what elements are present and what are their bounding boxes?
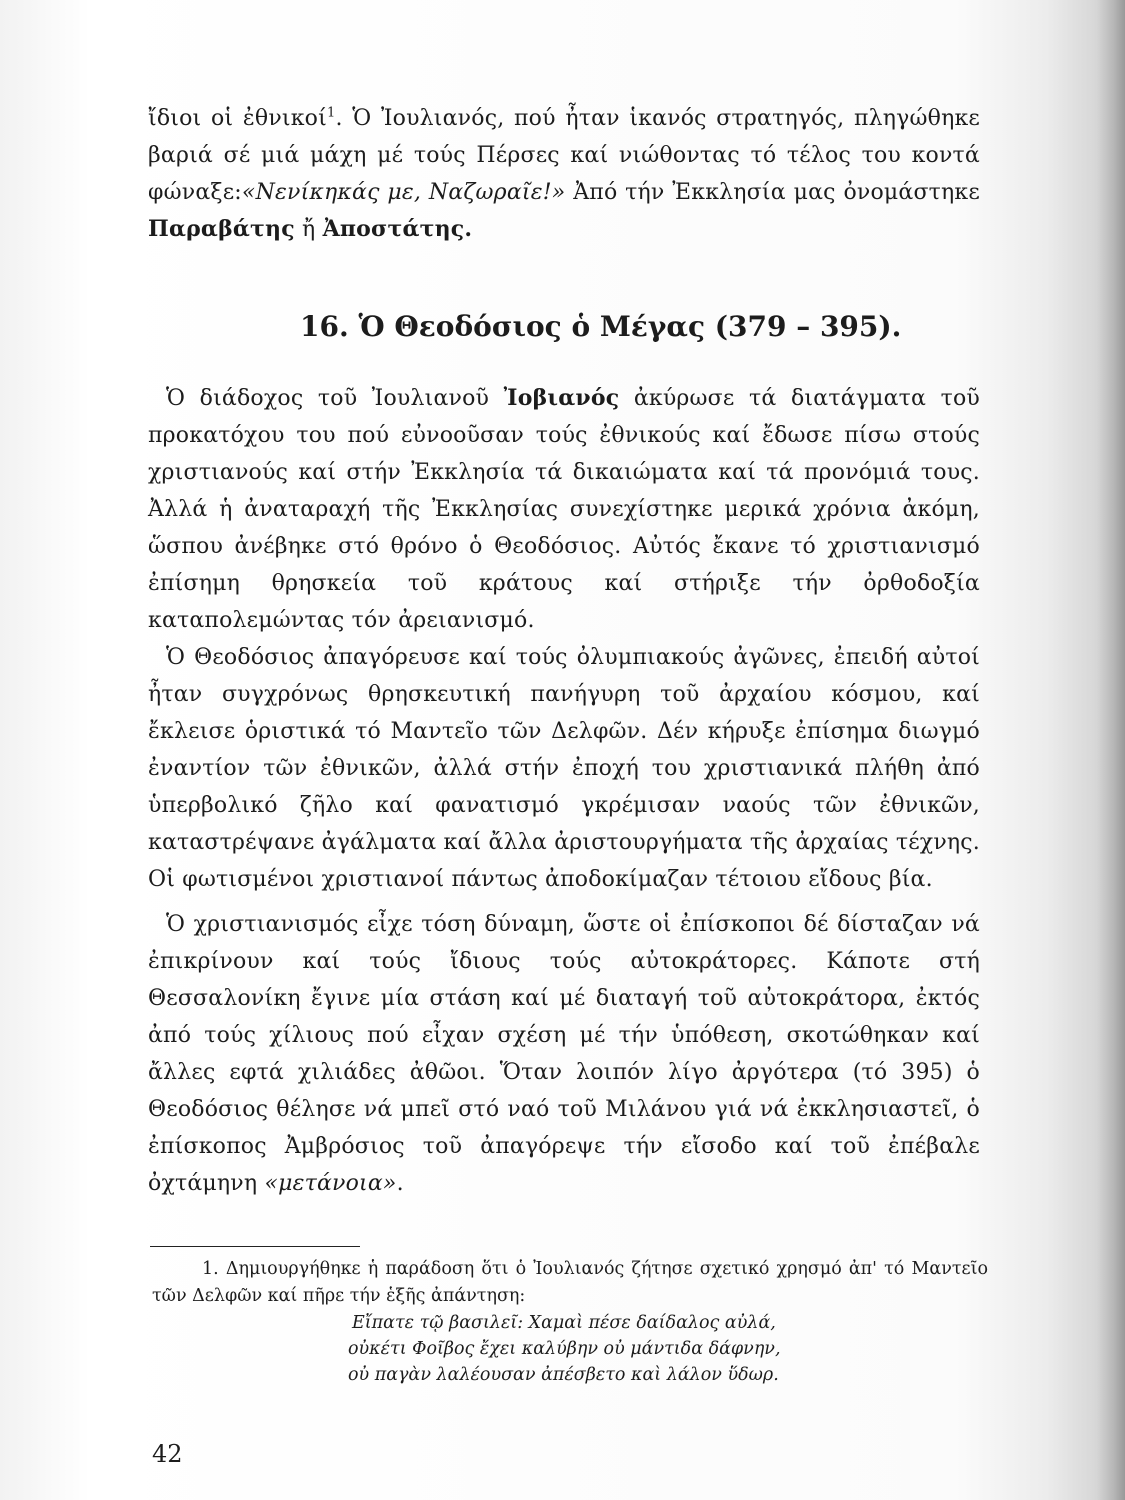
paragraph-3 — [148, 906, 980, 1202]
section-body — [148, 380, 980, 1202]
p1-start: Ὁ διάδοχος τοῦ Ἰουλιανοῦ — [166, 386, 504, 411]
paragraph-1 — [148, 380, 980, 639]
or-word: ἤ — [294, 217, 323, 242]
name-iovianos: Ἰοβιανός — [503, 385, 620, 411]
continuation-paragraph — [148, 100, 980, 248]
p3-end: . — [396, 1171, 404, 1196]
p3-main: Ὁ χριστιανισμός εἶχε τόση δύναμη, ὥστε οἱ ἐπίσκοποι δέ δίσταζαν νά ἐπικρίνουν καί τούς ἴδιους τούς αὐτοκράτορες. Κάποτε στή Θεσσαλονίκη ἔγινε μία στάση καί μέ διαταγή τοῦ αὐτοκράτορα, ἐκτός ἀπό τούς χίλιους πού εἶχαν σχέση μέ τήν ὑπόθεση, σκοτώθηκαν καί ἄλλες εφτά χιλιάδες ἀθῶοι. Ὅταν λοιπόν λίγο ἀργότερα (τό 395) ὁ Θεοδόσιος θέλησε νά μπεῖ στό ναό τοῦ Μιλάνου γιά νά ἐκκλησιαστεῖ, ὁ ἐπίσκοπος Ἀμβρόσιος τοῦ ἀπαγόρεψε τήν εἴσοδο καί τοῦ ἐπέβαλε ὀχτάμηνη — [148, 912, 980, 1196]
metanoia-word: «μετάνοια» — [264, 1171, 397, 1196]
name-paravatis: Παραβάτης — [148, 216, 295, 242]
footnote — [152, 1256, 988, 1388]
paragraph-2: Ὁ Θεοδόσιος ἀπαγόρευσε καί τούς ὀλυμπιακούς ἀγῶνες, ἐπειδή αὐτοί ἦταν συγχρόνως θρησκευτική πανήγυρη τοῦ ἀρχαίου κόσμου, καί ἔκλεισε ὁριστικά τό Μαντεῖο τῶν Δελφῶν. Δέν κήρυξε ἐπίσημα διωγμό ἐναντίον τῶν ἐθνικῶν, ἀλλά στήν ἐποχή του χριστιανικά πλήθη ἀπό ὑπερβολικό ζῆλο καί φανατισμό γκρέμισαν ναούς τῶν ἐθνικῶν, καταστρέψανε ἀγάλματα καί ἄλλα ἀριστουργήματα τῆς ἀρχαίας τέχνης. Οἱ φωτισμένοι χριστιανοί πάντως ἀποδοκίμαζαν τέτοιου εἴδους βία. — [148, 645, 980, 892]
name-apostatis: Ἀποστάτης. — [322, 216, 473, 242]
oracle-verse-1: Εἴπατε τῷ βασιλεῖ: Χαμαὶ πέσε δαίδαλος αὐλά, — [352, 1313, 776, 1333]
footnote-text: 1. Δημιουργήθηκε ἡ παράδοση ὅτι ὁ Ἰουλιανός ζήτησε σχετικό χρησμό ἀπ' τό Μαντεῖο τῶν Δελφῶν καί πῆρε τήν ἑξῆς ἀπάντηση: — [152, 1259, 988, 1306]
continuation-text: . Ὁ Ἰουλιανός, πού ἦταν ἱκανός στρατηγός, πληγώθηκε βαριά σέ μιά μάχη μέ τούς Πέρσες καί νιώθοντας τό τέλος του κοντά φώναξε: — [148, 106, 980, 205]
p1-rest: ἀκύρωσε τά διατάγματα τοῦ προκατόχου του πού εὐνοοῦσαν τούς ἐθνικούς καί ἔδωσε πίσω στούς χριστιανούς καί στήν Ἐκκλησία τά δικαιώματα καί τά προνόμιά τους. Ἀλλά ἡ ἀναταραχή τῆς Ἐκκλησίας συνεχίστηκε μερικά χρόνια ἀκόμη, ὥσπου ἀνέβηκε στό θρόνο ὁ Θεοδόσιος. Αὐτός ἔκανε τό χριστιανισμό ἐπίσημη θρησκεία τοῦ κράτους καί στήριξε τήν ὀρθοδοξία καταπολεμώντας τόν ἀρειανισμό. — [148, 386, 980, 633]
spine-shadow — [1097, 0, 1125, 1500]
footnote-reference: 1 — [326, 105, 336, 121]
footnote-rule — [150, 1246, 360, 1247]
oracle-verse-2: οὐκέτι Φοῖβος ἔχει καλύβην οὐ μάντιδα δάφνην, — [348, 1339, 781, 1359]
continuation-block — [148, 100, 980, 248]
continuation-start: ἴδιοι οἱ ἐθνικοί — [148, 106, 327, 131]
page-number: 42 — [152, 1440, 183, 1468]
oracle-verse-3: οὐ παγὰν λαλέουσαν ἀπέσβετο καὶ λάλον ὕδωρ. — [348, 1365, 779, 1385]
julian-quote: «Νενίκηκάς με, Ναζωραῖε!» — [241, 180, 566, 205]
continuation-after-quote: Ἀπό τήν Ἐκκλησία μας ὀνομάστηκε — [565, 180, 980, 205]
section-heading: 16. Ὁ Θεοδόσιος ὁ Μέγας (379 – 395). — [300, 310, 902, 343]
